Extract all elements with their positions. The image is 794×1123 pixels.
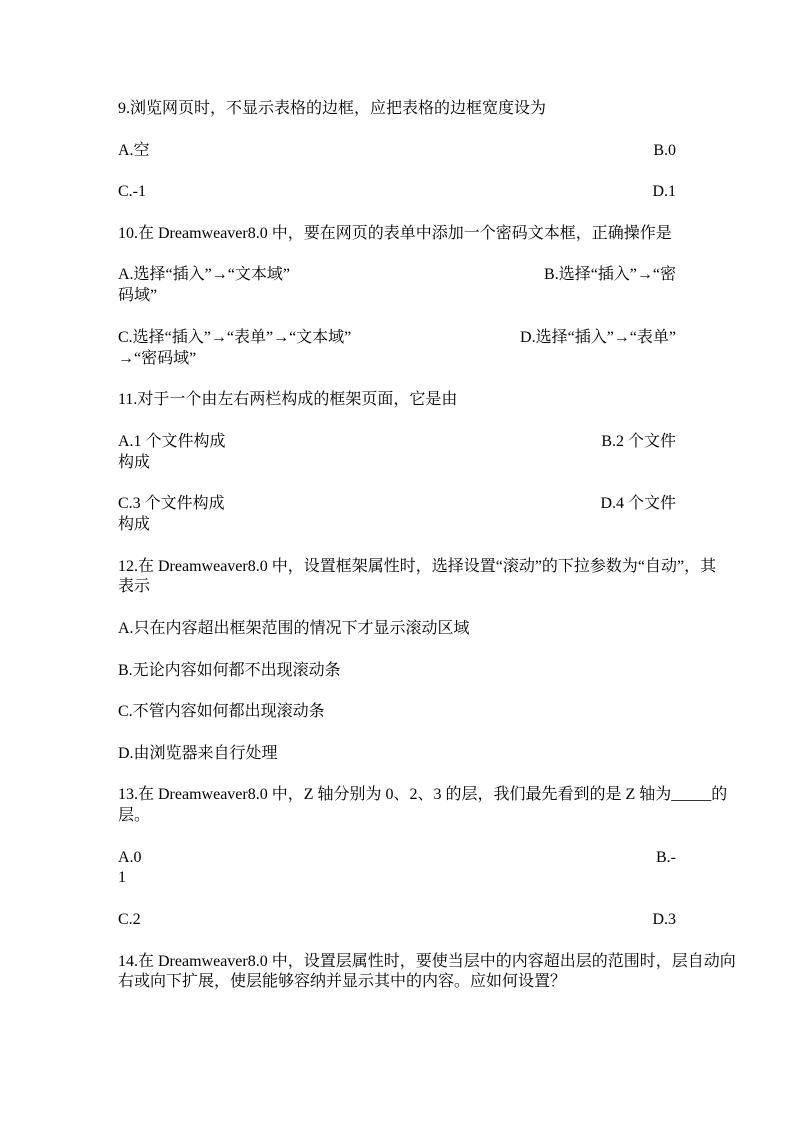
question-14-text — [118, 952, 736, 994]
q12-option-a-para — [118, 619, 676, 640]
q12-option-c-para — [118, 702, 676, 723]
question-14-text-line-2: 右或向下扩展，使层能够容纳并显示其中的内容。应如何设置？ — [118, 973, 567, 991]
q9-option-d: D.1 — [652, 183, 676, 201]
q11-option-row-cd-line — [118, 494, 676, 515]
question-13-text — [118, 785, 728, 827]
q9-option-a: A.空 — [118, 141, 150, 159]
question-10-text-line-1: 10.在 Dreamweaver8.0 中，要在网页的表单中添加一个密码文本框，正确操作是 — [118, 224, 672, 242]
question-10-section — [118, 224, 676, 370]
question-11-section — [118, 390, 676, 536]
q10-option-row-cd-line — [118, 328, 676, 349]
q10-option-c: C.选择“插入”→“表单”→“文本域” — [118, 328, 352, 346]
question-12-section — [118, 557, 717, 765]
question-9-text — [118, 99, 676, 120]
q10-option-b: B.选择“插入”→“密 — [544, 266, 676, 284]
q10-option-row-cd — [118, 328, 676, 370]
q12-option-d: D.由浏览器来自行处理 — [118, 744, 278, 762]
q9-option-b: B.0 — [653, 141, 676, 159]
q11-option-row-ab-line — [118, 432, 676, 453]
q11-option-row-cd — [118, 494, 676, 536]
q9-option-c: C.-1 — [118, 183, 146, 201]
q13-option-d: D.3 — [652, 911, 676, 929]
q9-option-row-ab — [118, 141, 676, 162]
q13-option-row-ab-line — [118, 848, 676, 869]
q9-option-row-cd-line — [118, 182, 676, 203]
q10-option-row-ab — [118, 265, 676, 307]
question-14-text-line-1: 14.在 Dreamweaver8.0 中，设置层属性时，要使当层中的内容超出层的范围时，层自动向 — [118, 952, 736, 970]
q9-option-row-ab-line — [118, 141, 676, 162]
q13-option-b-wrap: 1 — [118, 869, 126, 887]
q12-option-a: A.只在内容超出框架范围的情况下才显示滚动区域 — [118, 619, 470, 637]
question-13-text-line-2: 层。 — [118, 807, 151, 825]
q10-option-row-ab-line — [118, 265, 676, 286]
question-9-text-line-1: 9.浏览网页时，不显示表格的边框，应把表格的边框宽度设为 — [118, 100, 547, 117]
q11-option-row-ab — [118, 432, 676, 474]
q10-option-d: D.选择“插入”→“表单” — [520, 328, 676, 346]
question-9-section — [118, 99, 676, 203]
question-10-text — [118, 224, 676, 245]
q9-option-row-cd — [118, 182, 676, 203]
q11-option-c: C.3 个文件构成 — [118, 495, 225, 513]
q11-option-a: A.1 个文件构成 — [118, 432, 226, 450]
question-13-section — [118, 785, 728, 931]
question-13-text-line-1: 13.在 Dreamweaver8.0 中，Z 轴分别为 0、2、3 的层，我们最先看到的是 Z 轴为_____的 — [118, 786, 728, 804]
q12-option-d-para — [118, 744, 676, 765]
q10-option-b-wrap: 码域” — [118, 287, 158, 305]
q13-option-c: C.2 — [118, 911, 141, 929]
q13-option-row-cd — [118, 910, 676, 931]
q10-option-a: A.选择“插入”→“文本域” — [118, 266, 290, 284]
question-11-text — [118, 390, 676, 411]
q13-option-a: A.0 — [118, 848, 142, 866]
question-11-text-line-1: 11.对于一个由左右两栏构成的框架页面，它是由 — [118, 391, 458, 409]
q11-option-d-wrap: 构成 — [118, 515, 151, 533]
question-12-text-line-1: 12.在 Dreamweaver8.0 中，设置框架属性时，选择设置“滚动”的下拉参数为“自动”，其 — [118, 557, 717, 575]
q10-option-d-wrap: →“密码域” — [118, 349, 197, 367]
q12-option-b-para — [118, 661, 676, 682]
question-12-text-line-2: 表示 — [118, 578, 151, 596]
document-body — [118, 99, 736, 1014]
question-14-section — [118, 952, 736, 994]
q12-option-c: C.不管内容如何都出现滚动条 — [118, 703, 325, 721]
q13-option-row-cd-line — [118, 910, 676, 931]
q11-option-b-wrap: 构成 — [118, 453, 151, 471]
q11-option-b: B.2 个文件 — [601, 432, 676, 450]
question-12-text — [118, 557, 717, 599]
q11-option-d: D.4 个文件 — [600, 495, 676, 513]
q13-option-row-ab — [118, 848, 676, 890]
q13-option-b: B.- — [656, 848, 676, 866]
q12-option-b: B.无论内容如何都不出现滚动条 — [118, 661, 341, 679]
